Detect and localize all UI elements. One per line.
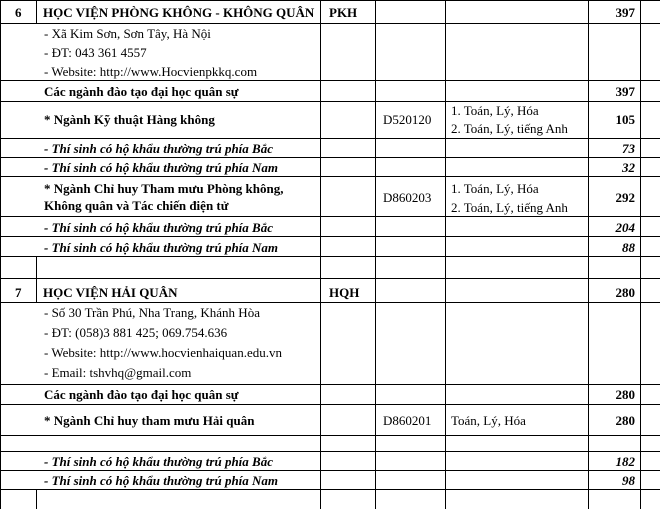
- north-quota: 182: [615, 454, 635, 469]
- phone-text: - ĐT: 043 361 4557: [44, 45, 147, 60]
- group-total: 397: [615, 84, 635, 99]
- address-text: - Số 30 Trần Phú, Nha Trang, Khánh Hòa: [44, 305, 260, 320]
- phone-text: - ĐT: (058)3 881 425; 069.754.636: [44, 325, 228, 340]
- website-link[interactable]: - Website: http://www.hocvienhaiquan.edu.vn: [44, 345, 282, 360]
- subject-combo: 2. Toán, Lý, tiếng Anh: [451, 200, 568, 215]
- group-label: Các ngành đào tạo đại học quân sự: [44, 387, 239, 402]
- group-total: 280: [615, 387, 635, 402]
- row-divider: [0, 101, 660, 102]
- major-code: D860201: [383, 413, 432, 428]
- south-quota: 88: [622, 240, 635, 255]
- major-code: D860203: [383, 190, 432, 205]
- row-divider: [0, 451, 660, 452]
- institution-name: HỌC VIỆN PHÒNG KHÔNG - KHÔNG QUÂN: [43, 5, 315, 20]
- south-quota-label: - Thí sinh có hộ khẩu thường trú phía Nam: [44, 240, 279, 255]
- north-quota-label: - Thí sinh có hộ khẩu thường trú phía Bắc: [44, 454, 273, 469]
- col-divider: [36, 0, 37, 23]
- row-divider: [0, 489, 660, 490]
- section-number: 7: [15, 285, 22, 300]
- institution-code: HQH: [329, 285, 360, 300]
- col-divider: [640, 0, 641, 509]
- email-link[interactable]: - Email: tshvhq@gmail.com: [44, 365, 192, 380]
- address-text: - Xã Kim Sơn, Sơn Tây, Hà Nội: [44, 26, 211, 41]
- section-number: 6: [15, 5, 22, 20]
- institution-total: 397: [615, 5, 635, 20]
- col-divider: [320, 0, 321, 509]
- south-quota-label: - Thí sinh có hộ khẩu thường trú phía Nam: [44, 473, 279, 488]
- subject-combo: 2. Toán, Lý, tiếng Anh: [451, 121, 568, 136]
- row-divider: [0, 23, 660, 24]
- major-quota: 280: [615, 413, 635, 428]
- subject-combo: 1. Toán, Lý, Hóa: [451, 181, 539, 196]
- col-divider: [36, 489, 37, 509]
- row-divider: [0, 302, 660, 303]
- col-divider: [36, 256, 37, 302]
- major-code: D520120: [383, 112, 432, 127]
- major-quota: 105: [615, 112, 635, 127]
- col-divider: [375, 0, 376, 509]
- north-quota-label: - Thí sinh có hộ khẩu thường trú phía Bắc: [44, 141, 273, 156]
- row-divider: [0, 256, 660, 257]
- south-quota: 98: [622, 473, 635, 488]
- south-quota-label: - Thí sinh có hộ khẩu thường trú phía Nam: [44, 160, 279, 175]
- row-divider: [0, 80, 660, 81]
- row-divider: [0, 157, 660, 158]
- row-divider: [0, 435, 660, 436]
- row-divider: [0, 404, 660, 405]
- row-divider: [0, 384, 660, 385]
- row-divider: [0, 236, 660, 237]
- north-quota: 73: [622, 141, 635, 156]
- website-link[interactable]: - Website: http://www.Hocvienpkkq.com: [44, 64, 258, 79]
- col-divider: [0, 0, 1, 509]
- major-name: * Ngành Chỉ huy tham mưu Hải quân: [44, 413, 255, 428]
- major-name: * Ngành Chỉ huy Tham mưu Phòng không,: [44, 181, 284, 196]
- row-divider: [0, 176, 660, 177]
- row-divider: [0, 0, 660, 1]
- south-quota: 32: [622, 160, 635, 175]
- north-quota: 204: [615, 220, 635, 235]
- group-label: Các ngành đào tạo đại học quân sự: [44, 84, 239, 99]
- row-divider: [0, 470, 660, 471]
- institution-code: PKH: [329, 5, 358, 20]
- row-divider: [0, 138, 660, 139]
- row-divider: [0, 216, 660, 217]
- major-name-line2: Không quân và Tác chiến điện tử: [44, 198, 229, 213]
- subject-combo: Toán, Lý, Hóa: [451, 413, 526, 428]
- major-name: * Ngành Kỹ thuật Hàng không: [44, 112, 215, 127]
- major-quota: 292: [615, 190, 635, 205]
- institution-total: 280: [615, 285, 635, 300]
- col-divider: [445, 0, 446, 509]
- subject-combo: 1. Toán, Lý, Hóa: [451, 103, 539, 118]
- institution-name: HỌC VIỆN HẢI QUÂN: [43, 285, 178, 300]
- row-divider: [0, 278, 660, 279]
- north-quota-label: - Thí sinh có hộ khẩu thường trú phía Bắc: [44, 220, 273, 235]
